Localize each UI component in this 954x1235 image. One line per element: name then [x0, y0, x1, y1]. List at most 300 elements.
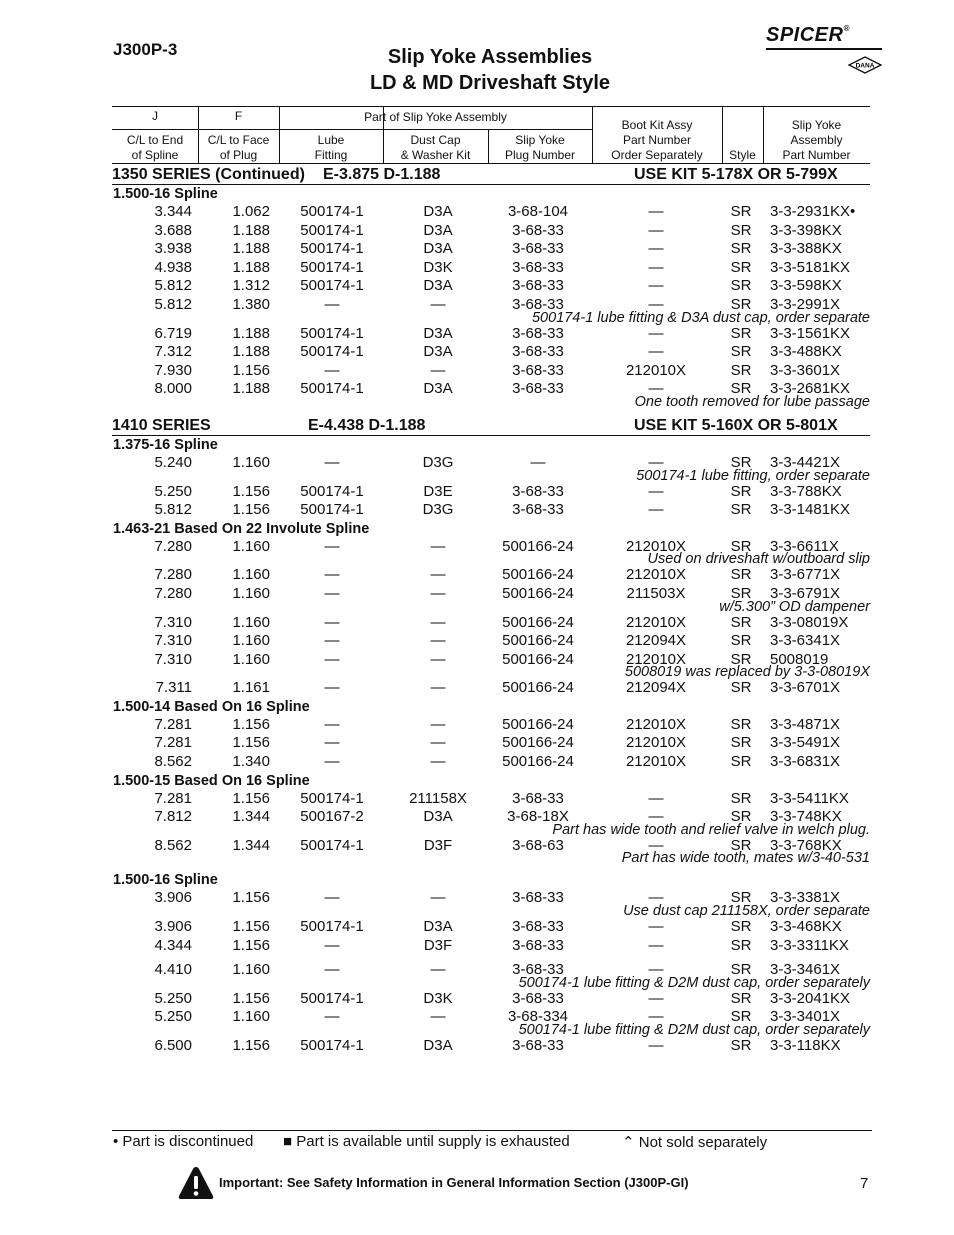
- cell-style: SR: [730, 295, 752, 313]
- cell-dust: —: [430, 632, 446, 650]
- cell-j: 8.562: [154, 836, 192, 854]
- cell-style: SR: [730, 613, 752, 631]
- cell-boot: —: [648, 380, 664, 398]
- slip-yoke-table: [112, 106, 870, 1056]
- cell-part: 3-3-3461X: [770, 961, 841, 979]
- section-name: 1410 SERIES: [112, 416, 211, 434]
- cell-plug: 3-68-33: [512, 501, 564, 519]
- cell-boot: —: [648, 1037, 664, 1054]
- cell-j: 7.310: [154, 632, 192, 650]
- table-row: [112, 961, 870, 980]
- cell-part: 3-3-5491X: [770, 734, 841, 752]
- cell-j: 3.688: [154, 221, 192, 239]
- table-row: [112, 277, 870, 296]
- cell-style: SR: [730, 240, 752, 258]
- cell-plug: 3-68-33: [512, 343, 564, 361]
- header-dust-cap: Dust Cap & Washer Kit: [400, 133, 471, 162]
- table-row: [112, 679, 870, 698]
- table-header: [112, 106, 870, 164]
- table-row: [112, 1008, 870, 1027]
- cell-part: 3-3-4421X: [770, 453, 841, 471]
- cell-dust: D3A: [423, 1037, 453, 1054]
- cell-j: 4.344: [154, 936, 192, 954]
- cell-dust: —: [430, 361, 446, 379]
- cell-plug: 3-68-33: [512, 889, 564, 907]
- dana-diamond-icon: [848, 56, 882, 74]
- table-row: [112, 454, 870, 473]
- table-row: [112, 734, 870, 753]
- cell-lube: —: [324, 1008, 340, 1026]
- cell-style: SR: [730, 679, 752, 697]
- cell-j: 8.562: [154, 753, 192, 771]
- cell-lube: —: [324, 715, 340, 733]
- cell-dust: D3A: [423, 277, 453, 295]
- cell-part: 5008019: [770, 650, 829, 668]
- cell-style: SR: [730, 650, 752, 668]
- cell-style: SR: [730, 258, 752, 276]
- cell-plug: 3-68-334: [507, 1008, 569, 1026]
- cell-j: 7.312: [154, 343, 192, 361]
- cell-boot: —: [648, 918, 664, 936]
- cell-dust: D3A: [423, 221, 453, 239]
- table-row: [112, 632, 870, 651]
- cell-f: 1.312: [232, 277, 270, 295]
- cell-j: 5.250: [154, 989, 192, 1007]
- cell-dust: 211158X: [409, 789, 467, 807]
- cell-lube: —: [324, 753, 340, 771]
- cell-f: 1.156: [232, 889, 270, 907]
- cell-lube: 500174-1: [300, 1037, 364, 1054]
- cell-part: 3-3-5411KX: [770, 789, 849, 807]
- cell-plug: 500166-24: [502, 584, 574, 602]
- cell-style: SR: [730, 1008, 752, 1026]
- cell-part: 3-3-468KX: [770, 918, 842, 936]
- cell-boot: —: [648, 889, 664, 907]
- cell-lube: —: [324, 936, 340, 954]
- cell-j: 7.280: [154, 566, 192, 584]
- cell-f: 1.160: [232, 1008, 270, 1026]
- cell-part: 3-3-1481KX: [770, 501, 851, 519]
- table-row: [112, 808, 870, 827]
- cell-f: 1.161: [232, 679, 270, 697]
- cell-dust: —: [430, 734, 446, 752]
- header-j: J: [152, 109, 158, 123]
- cell-dust: D3K: [423, 989, 453, 1007]
- cell-boot: —: [648, 836, 664, 854]
- cell-j: 7.281: [154, 734, 192, 752]
- header-cl-face: C/L to Face of Plug: [207, 133, 270, 162]
- cell-plug: 500166-24: [502, 537, 574, 555]
- table-row: [112, 753, 870, 772]
- cell-j: 5.240: [154, 453, 192, 471]
- cell-dust: D3A: [423, 343, 453, 361]
- cell-f: 1.160: [232, 453, 270, 471]
- page-title: [300, 44, 680, 96]
- header-cl-end: C/L to End of Spline: [126, 133, 184, 162]
- cell-f: 1.156: [232, 482, 270, 500]
- cell-style: SR: [730, 380, 752, 398]
- cell-plug: 500166-24: [502, 650, 574, 668]
- cell-f: 1.156: [232, 715, 270, 733]
- row-note: 500174-1 lube fitting & D3A dust cap, order separate: [531, 309, 870, 326]
- cell-plug: 3-68-33: [512, 240, 564, 258]
- cell-part: 3-3-2041KX: [770, 989, 851, 1007]
- cell-boot: 211503X: [626, 584, 686, 602]
- header-lube-fitting: Lube Fitting: [314, 133, 348, 162]
- row-note: 500174-1 lube fitting, order separate: [636, 467, 870, 484]
- table-row: [112, 889, 870, 908]
- cell-plug: 3-68-33: [512, 961, 564, 979]
- table-row: [112, 240, 870, 259]
- cell-boot: 212010X: [625, 537, 687, 555]
- cell-style: SR: [730, 889, 752, 907]
- cell-j: 8.000: [154, 380, 192, 398]
- cell-part: 3-3-2931KX•: [770, 203, 856, 220]
- table-row: [112, 362, 870, 381]
- cell-part: 3-3-6341X: [770, 632, 841, 650]
- cell-j: 7.280: [154, 537, 192, 555]
- legend-discontinued: • Part is discontinued: [113, 1133, 254, 1150]
- cell-boot: —: [648, 482, 664, 500]
- table-row: [112, 538, 870, 557]
- cell-dust: —: [430, 679, 446, 697]
- cell-dust: D3A: [423, 203, 453, 220]
- cell-part: 3-3-398KX: [770, 221, 842, 239]
- cell-f: 1.160: [232, 632, 270, 650]
- cell-lube: 500174-1: [300, 240, 364, 258]
- cell-part: 3-3-118KX: [770, 1037, 841, 1054]
- cell-boot: —: [648, 936, 664, 954]
- cell-dust: —: [430, 584, 446, 602]
- table-row: [112, 1037, 870, 1056]
- cell-dust: —: [430, 889, 446, 907]
- cell-style: SR: [730, 566, 752, 584]
- table-row: [112, 380, 870, 399]
- cell-f: 1.160: [232, 566, 270, 584]
- cell-plug: 3-68-33: [512, 918, 564, 936]
- cell-plug: 3-68-33: [512, 1037, 564, 1054]
- cell-dust: D3A: [423, 380, 453, 398]
- cell-boot: —: [648, 343, 664, 361]
- cell-plug: 3-68-33: [512, 361, 564, 379]
- cell-lube: 500174-1: [300, 277, 364, 295]
- cell-plug: 3-68-33: [512, 324, 564, 342]
- cell-dust: —: [430, 715, 446, 733]
- cell-plug: 3-68-33: [512, 295, 564, 313]
- cell-f: 1.160: [232, 537, 270, 555]
- cell-style: SR: [730, 324, 752, 342]
- cell-boot: —: [648, 240, 664, 258]
- cell-lube: 500174-1: [300, 789, 364, 807]
- cell-lube: —: [324, 632, 340, 650]
- cell-f: 1.160: [232, 961, 270, 979]
- table-row: [112, 501, 870, 520]
- table-row: [112, 566, 870, 585]
- cell-f: 1.156: [232, 918, 270, 936]
- cell-plug: 500166-24: [502, 613, 574, 631]
- cell-boot: —: [648, 501, 664, 519]
- cell-f: 1.062: [232, 203, 270, 220]
- cell-dust: —: [430, 650, 446, 668]
- cell-lube: —: [324, 295, 340, 313]
- cell-lube: 500174-1: [300, 918, 364, 936]
- spicer-logo: [766, 24, 884, 76]
- cell-plug: 3-68-33: [512, 936, 564, 954]
- cell-boot: 212094X: [625, 632, 687, 650]
- table-row: [112, 614, 870, 633]
- cell-lube: —: [324, 613, 340, 631]
- header-boot-kit: Boot Kit Assy Part Number Order Separately: [611, 118, 703, 162]
- cell-lube: —: [324, 584, 340, 602]
- cell-j: 4.410: [154, 961, 192, 979]
- cell-part: 3-3-598KX: [770, 277, 842, 295]
- cell-j: 3.906: [154, 918, 192, 936]
- cell-lube: 500174-1: [300, 380, 364, 398]
- cell-lube: 500174-1: [300, 482, 364, 500]
- cell-j: 7.280: [154, 584, 192, 602]
- cell-plug: 500166-24: [502, 566, 574, 584]
- cell-lube: 500174-1: [300, 343, 364, 361]
- row-note: 500174-1 lube fitting & D2M dust cap, order separately: [518, 1022, 870, 1038]
- section-kit: USE KIT 5-178X OR 5-799X: [634, 166, 838, 183]
- cell-plug: 3-68-33: [512, 989, 564, 1007]
- table-row: [112, 651, 870, 670]
- cell-plug: 3-68-33: [512, 221, 564, 239]
- table-row: [112, 483, 870, 502]
- cell-style: SR: [730, 632, 752, 650]
- cell-boot: —: [648, 1008, 664, 1026]
- cell-lube: —: [324, 650, 340, 668]
- cell-dust: —: [430, 537, 446, 555]
- title-line-1: Slip Yoke Assemblies: [387, 46, 593, 68]
- cell-dust: D3F: [423, 936, 453, 954]
- important-safety-note: Important: See Safety Information in General Information Section (J300P-GI): [219, 1175, 689, 1190]
- cell-boot: —: [648, 961, 664, 979]
- cell-lube: —: [324, 734, 340, 752]
- cell-f: 1.156: [232, 734, 270, 752]
- cell-boot: 212094X: [625, 679, 687, 697]
- cell-style: SR: [730, 221, 752, 239]
- cell-boot: —: [648, 808, 664, 826]
- cell-j: 5.250: [154, 1008, 192, 1026]
- cell-f: 1.344: [232, 808, 270, 826]
- cell-part: 3-3-388KX: [770, 240, 842, 258]
- cell-lube: —: [324, 361, 340, 379]
- cell-part: 3-3-3401X: [770, 1008, 841, 1026]
- cell-boot: 212010X: [625, 361, 687, 379]
- cell-plug: 3-68-33: [512, 380, 564, 398]
- cell-f: 1.188: [232, 258, 270, 276]
- table-row: [112, 790, 870, 809]
- cell-f: 1.344: [232, 836, 270, 854]
- table-row: [112, 343, 870, 362]
- cell-j: 7.281: [154, 789, 192, 807]
- cell-f: 1.156: [232, 789, 270, 807]
- legend-until-supply: ■ Part is available until supply is exhausted: [283, 1133, 570, 1150]
- cell-f: 1.188: [232, 221, 270, 239]
- cell-f: 1.156: [232, 361, 270, 379]
- cell-part: 3-3-3601X: [770, 361, 841, 379]
- table-row: [112, 837, 870, 856]
- cell-j: 3.938: [154, 240, 192, 258]
- cell-j: 7.281: [154, 715, 192, 733]
- cell-dust: D3K: [423, 258, 453, 276]
- cell-boot: —: [648, 989, 664, 1007]
- cell-plug: 3-68-33: [512, 258, 564, 276]
- cell-style: SR: [730, 936, 752, 954]
- row-note: Part has wide tooth, mates w/3-40-531: [621, 850, 870, 867]
- header-f: F: [234, 109, 243, 123]
- cell-style: SR: [730, 537, 752, 555]
- cell-boot: —: [648, 789, 664, 807]
- table-row: [112, 585, 870, 604]
- cell-boot: 212010X: [625, 613, 687, 631]
- cell-boot: —: [648, 324, 664, 342]
- section-name: 1350 SERIES (Continued): [112, 166, 305, 183]
- row-note: One tooth removed for lube passage: [634, 393, 870, 410]
- section-header: [112, 417, 870, 436]
- table-row: [112, 716, 870, 735]
- document-id: J300P-3: [113, 40, 178, 59]
- cell-j: 5.812: [154, 277, 192, 295]
- cell-f: 1.188: [232, 324, 270, 342]
- cell-plug: 3-68-104: [507, 203, 569, 220]
- cell-boot: —: [648, 221, 664, 239]
- cell-part: 3-3-2991X: [770, 295, 841, 313]
- cell-dust: D3E: [423, 482, 453, 500]
- cell-dust: D3A: [423, 918, 453, 936]
- cell-part: 3-3-1561KX: [770, 324, 851, 342]
- cell-lube: 500174-1: [300, 836, 364, 854]
- cell-boot: —: [648, 453, 664, 471]
- cell-plug: 3-68-63: [512, 836, 564, 854]
- cell-j: 7.310: [154, 650, 192, 668]
- cell-plug: 500166-24: [502, 679, 574, 697]
- table-row: [112, 296, 870, 315]
- cell-plug: 500166-24: [502, 753, 574, 771]
- footer-divider: [112, 1130, 872, 1131]
- cell-part: 3-3-6771X: [770, 566, 841, 584]
- table-row: [112, 325, 870, 344]
- cell-part: 3-3-488KX: [770, 343, 842, 361]
- cell-lube: —: [324, 537, 340, 555]
- row-note: w/5.300” OD dampener: [719, 598, 870, 615]
- cell-part: 3-3-4871X: [770, 715, 841, 733]
- cell-style: SR: [730, 482, 752, 500]
- cell-f: 1.340: [232, 753, 270, 771]
- cell-j: 6.719: [154, 324, 192, 342]
- cell-j: 7.812: [154, 808, 192, 826]
- table-row: [112, 222, 870, 241]
- spline-group-label: 1.500-14 Based On 16 Spline: [113, 698, 310, 715]
- cell-boot: 212010X: [625, 650, 687, 668]
- cell-lube: 500174-1: [300, 324, 364, 342]
- section-spec: E-4.438 D-1.188: [308, 416, 426, 434]
- table-body: [112, 166, 870, 1056]
- cell-style: SR: [730, 361, 752, 379]
- cell-style: SR: [730, 203, 752, 220]
- cell-boot: —: [648, 277, 664, 295]
- cell-style: SR: [730, 715, 752, 733]
- cell-plug: 3-68-18X: [507, 808, 569, 826]
- row-note: 5008019 was replaced by 3-3-08019X: [624, 664, 870, 681]
- cell-lube: —: [324, 961, 340, 979]
- cell-plug: 500166-24: [502, 715, 574, 733]
- cell-style: SR: [730, 989, 752, 1007]
- cell-lube: —: [324, 889, 340, 907]
- row-note: Used on driveshaft w/outboard slip: [647, 551, 870, 568]
- cell-dust: D3G: [422, 501, 454, 519]
- cell-part: 3-3-6701X: [770, 679, 841, 697]
- cell-style: SR: [730, 584, 752, 602]
- cell-dust: —: [430, 753, 446, 771]
- cell-dust: D3A: [423, 324, 453, 342]
- cell-j: 7.311: [155, 679, 192, 697]
- cell-lube: 500174-1: [300, 203, 364, 220]
- cell-style: SR: [730, 734, 752, 752]
- cell-plug: 500166-24: [502, 734, 574, 752]
- section-kit: USE KIT 5-160X OR 5-801X: [634, 416, 838, 434]
- cell-style: SR: [730, 277, 752, 295]
- section-spec: E-3.875 D-1.188: [323, 166, 441, 183]
- svg-text:DANA: DANA: [855, 62, 875, 70]
- cell-dust: —: [430, 961, 446, 979]
- cell-lube: 500174-1: [300, 258, 364, 276]
- cell-style: SR: [730, 836, 752, 854]
- header-plug-number: Slip Yoke Plug Number: [504, 133, 576, 162]
- header-style: Style: [729, 148, 756, 162]
- cell-lube: —: [324, 679, 340, 697]
- cell-style: SR: [730, 453, 752, 471]
- cell-lube: 500174-1: [300, 501, 364, 519]
- cell-dust: D3F: [423, 836, 453, 854]
- cell-f: 1.380: [232, 295, 270, 313]
- logo-brand: SPICER®: [766, 24, 850, 46]
- legend-not-sold: ⌃ Not sold separately: [622, 1134, 768, 1151]
- cell-plug: 3-68-33: [512, 482, 564, 500]
- cell-part: 3-3-768KX: [770, 836, 842, 854]
- cell-f: 1.156: [232, 501, 270, 519]
- cell-boot: 212010X: [625, 753, 687, 771]
- table-row: [112, 918, 870, 937]
- cell-style: SR: [730, 1037, 752, 1054]
- cell-part: 3-3-748KX: [770, 808, 842, 826]
- cell-part: 3-3-08019X: [770, 613, 849, 631]
- cell-lube: —: [324, 566, 340, 584]
- table-row: [112, 259, 870, 278]
- cell-dust: —: [430, 295, 446, 313]
- table-row: [112, 990, 870, 1009]
- header-assembly-part: Slip Yoke Assembly Part Number: [782, 118, 851, 162]
- spline-group-label: 1.500-16 Spline: [113, 872, 218, 889]
- cell-plug: —: [530, 453, 546, 471]
- cell-f: 1.160: [232, 613, 270, 631]
- table-row: [112, 203, 870, 222]
- cell-j: 7.930: [154, 361, 192, 379]
- spline-group-label: 1.500-15 Based On 16 Spline: [113, 772, 310, 789]
- cell-plug: 500166-24: [502, 632, 574, 650]
- cell-f: 1.156: [232, 989, 270, 1007]
- cell-j: 5.250: [154, 482, 192, 500]
- cell-lube: 500174-1: [300, 221, 364, 239]
- cell-j: 6.500: [154, 1037, 192, 1054]
- cell-f: 1.188: [232, 240, 270, 258]
- cell-style: SR: [730, 918, 752, 936]
- cell-dust: —: [430, 1008, 446, 1026]
- cell-f: 1.188: [232, 343, 270, 361]
- cell-style: SR: [730, 789, 752, 807]
- cell-boot: 212010X: [625, 734, 687, 752]
